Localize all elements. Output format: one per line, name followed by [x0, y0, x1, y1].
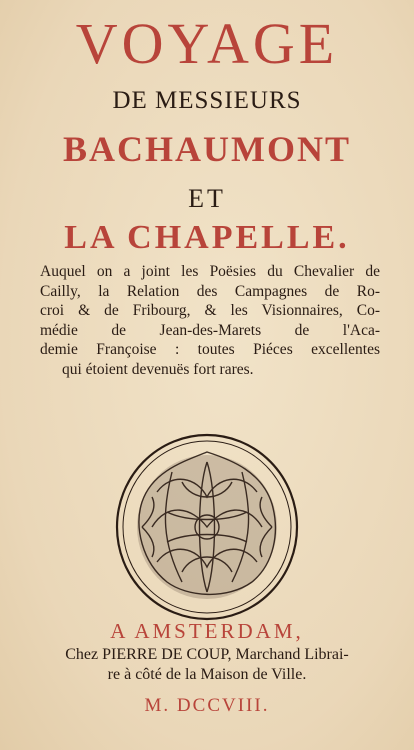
description-line: médie de Jean-des-Marets de l'Aca- [40, 321, 380, 339]
imprint-place: A AMSTERDAM, [110, 619, 304, 643]
description-line: demie Françoise : toutes Piéces excellentes [40, 341, 380, 358]
imprint-publisher: Chez PIERRE DE COUP, Marchand Librai- [65, 646, 349, 663]
title-bachaumont: BACHAUMONT [63, 129, 351, 169]
title-de-messieurs: DE MESSIEURS [112, 87, 302, 114]
description-line: Cailly, la Relation des Campagnes de Ro- [40, 282, 380, 300]
title-et: ET [188, 184, 226, 213]
printer-monogram-ornament [112, 432, 302, 622]
title-la-chapelle: LA CHAPELLE. [64, 219, 350, 256]
imprint-year: M. DCCVIII. [144, 695, 270, 716]
description-line: Auquel on a joint les Poësies du Chevalier de [40, 263, 380, 280]
description-line: qui étoient devenuës fort rares. [62, 360, 254, 378]
description-line: croi & de Fribourg, & les Visionnaires, Co- [40, 302, 380, 319]
title-voyage: VOYAGE [75, 11, 339, 76]
description-block [40, 262, 380, 379]
imprint-address: re à côté de la Maison de Ville. [107, 666, 307, 683]
